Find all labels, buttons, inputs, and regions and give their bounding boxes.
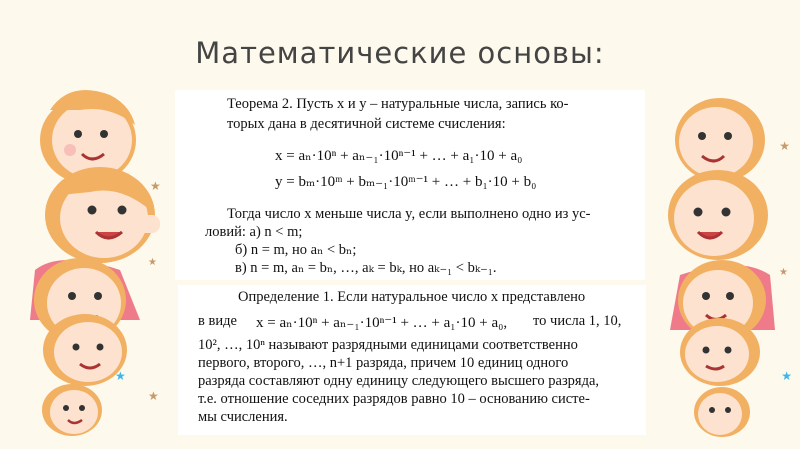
kid-face-7 <box>668 170 768 260</box>
theorem-line-4: ловий: а) n < m; <box>205 224 303 240</box>
kids-illustration-left <box>0 0 175 449</box>
definition-line-6: т.е. отношение соседних разрядов равно 10 – основанию систе- <box>198 391 590 407</box>
kid-face-2 <box>45 167 160 263</box>
theorem-panel <box>175 90 645 280</box>
star-icon: ★ <box>781 369 792 383</box>
kid-face-6 <box>675 98 765 182</box>
kid-face-4 <box>43 314 127 386</box>
theorem-line-3: Тогда число x меньше числа y, если выполнено одно из ус- <box>227 206 591 222</box>
kid-face-5 <box>42 384 102 436</box>
star-icon: ★ <box>779 267 788 278</box>
theorem-line-6: в) n = m, aₙ = bₙ, …, aₖ = bₖ, но aₖ₋₁ < bₖ₋₁. <box>235 260 497 276</box>
definition-panel <box>178 285 646 435</box>
definition-formula: x = aₙ·10ⁿ + aₙ₋₁·10ⁿ⁻¹ + … + a₁·10 + a₀, <box>256 315 508 331</box>
definition-line-7: мы счисления. <box>198 409 288 425</box>
theorem-line-1: Теорема 2. Пусть x и y – натуральные числа, запись ко- <box>227 96 569 112</box>
definition-line-2-suffix: то числа 1, 10, <box>533 313 622 329</box>
formula-x: x = aₙ·10ⁿ + aₙ₋₁·10ⁿ⁻¹ + … + a₁·10 + a₀ <box>275 148 523 164</box>
definition-line-1: Определение 1. Если натуральное число x представлено <box>238 289 586 305</box>
formula-y: y = bₘ·10ᵐ + bₘ₋₁·10ᵐ⁻¹ + … + b₁·10 + b₀ <box>275 174 537 190</box>
definition-line-2-prefix: в виде <box>198 313 237 329</box>
kid-face-10 <box>694 387 750 437</box>
theorem-line-2: торых дана в десятичной системе счисления: <box>227 116 506 132</box>
definition-line-5: разряда составляют одну единицу следующего высшего разряда, <box>198 373 600 389</box>
star-icon: ★ <box>148 389 159 403</box>
definition-line-3: 10², …, 10ⁿ называют разрядными единицами соответственно <box>198 337 578 353</box>
star-icon: ★ <box>150 179 161 193</box>
kid-face-9 <box>680 318 760 386</box>
kids-illustration-right <box>650 0 800 449</box>
theorem-line-5: б) n = m, но aₙ < bₙ; <box>235 242 357 258</box>
star-icon: ★ <box>115 369 126 383</box>
slide-title: Математические основы: <box>195 36 605 70</box>
star-icon: ★ <box>779 139 790 153</box>
definition-line-4: первого, второго, …, n+1 разряда, причем 10 единиц одного <box>198 355 569 371</box>
star-icon: ★ <box>148 257 157 268</box>
